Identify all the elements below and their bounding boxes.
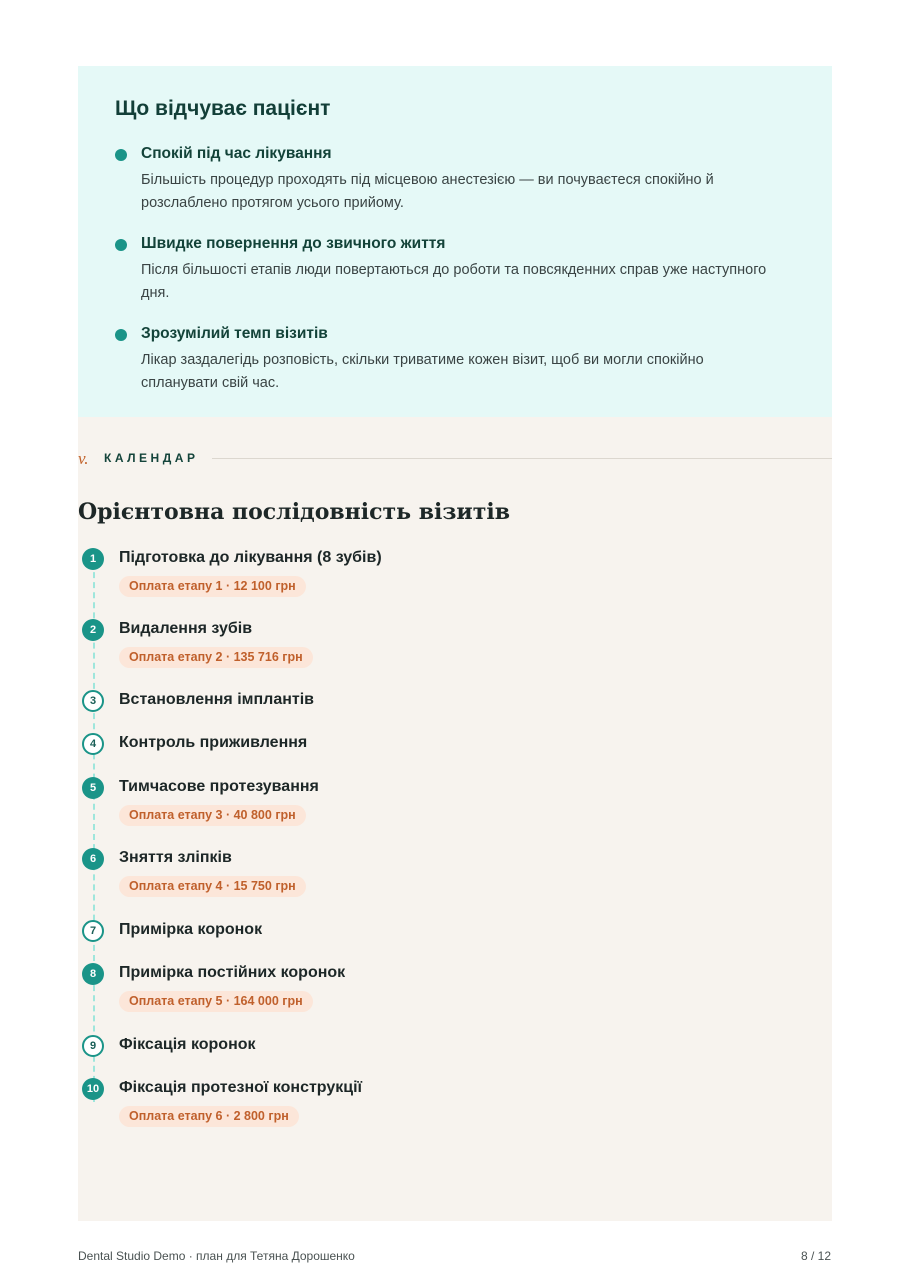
section-divider — [212, 458, 832, 459]
item-description: Більшість процедур проходять під місцевою анестезією — ви почуваєтеся спокійно й розслаблено протягом усього прийому. — [141, 172, 714, 211]
bullet-dot-icon — [115, 329, 127, 341]
patient-experience-panel — [78, 66, 832, 417]
step-number-badge: 3 — [82, 690, 104, 712]
footer-page-number: 8 / 12 — [800, 1249, 831, 1263]
list-item — [115, 234, 796, 305]
item-heading: Спокій під час лікування — [141, 145, 332, 162]
step-title: Встановлення імплантів — [119, 691, 314, 708]
bullet-dot-icon — [115, 239, 127, 251]
step-title: Контроль приживлення — [119, 734, 308, 751]
item-heading: Швидке повернення до звичного життя — [141, 235, 446, 252]
experience-list — [115, 144, 796, 395]
step-number-badge: 7 — [82, 920, 104, 942]
step-title: Фіксація коронок — [119, 1036, 256, 1053]
payment-badge: Оплата етапу 4 · 15 750 грн — [119, 876, 306, 897]
payment-badge: Оплата етапу 3 · 40 800 грн — [119, 805, 306, 826]
section-header — [78, 449, 832, 469]
step-title: Примірка коронок — [119, 921, 263, 938]
payment-badge: Оплата етапу 1 · 12 100 грн — [119, 576, 306, 597]
list-item — [115, 324, 796, 395]
step-number-badge: 6 — [82, 848, 104, 870]
step-number-badge: 4 — [82, 733, 104, 755]
item-description: Після більшості етапів люди повертаються до роботи та повсякденних справ уже наступного дня. — [141, 262, 767, 301]
footer-document-info: Dental Studio Demo · план для Тетяна Дорошенко — [78, 1249, 355, 1263]
step-number-badge: 10 — [82, 1078, 104, 1100]
section-number: v. — [78, 449, 89, 468]
item-heading: Зрозумілий темп візитів — [141, 325, 328, 342]
timeline-line — [93, 562, 95, 1102]
step-title: Підготовка до лікування (8 зубів) — [119, 549, 382, 566]
payment-badge: Оплата етапу 5 · 164 000 грн — [119, 991, 313, 1012]
step-number-badge: 5 — [82, 777, 104, 799]
bullet-dot-icon — [115, 149, 127, 161]
list-item — [115, 144, 796, 215]
step-title: Фіксація протезної конструкції — [119, 1079, 363, 1096]
step-number-badge: 8 — [82, 963, 104, 985]
payment-badge: Оплата етапу 6 · 2 800 грн — [119, 1106, 299, 1127]
step-title: Примірка постійних коронок — [119, 964, 346, 981]
step-title: Зняття зліпків — [119, 849, 232, 866]
payment-badge: Оплата етапу 2 · 135 716 грн — [119, 647, 313, 668]
item-description: Лікар заздалегідь розповість, скільки триватиме кожен візит, щоб ви могли спокійно спланувати свій час. — [141, 352, 704, 391]
panel-title: Що відчуває пацієнт — [115, 97, 331, 120]
step-number-badge: 2 — [82, 619, 104, 641]
step-title: Тимчасове протезування — [119, 778, 319, 795]
step-title: Видалення зубів — [119, 620, 253, 637]
step-number-badge: 1 — [82, 548, 104, 570]
section-name: КАЛЕНДАР — [104, 451, 199, 465]
step-number-badge: 9 — [82, 1035, 104, 1057]
calendar-title: Орієнтовна послідовність візитів — [78, 499, 511, 525]
